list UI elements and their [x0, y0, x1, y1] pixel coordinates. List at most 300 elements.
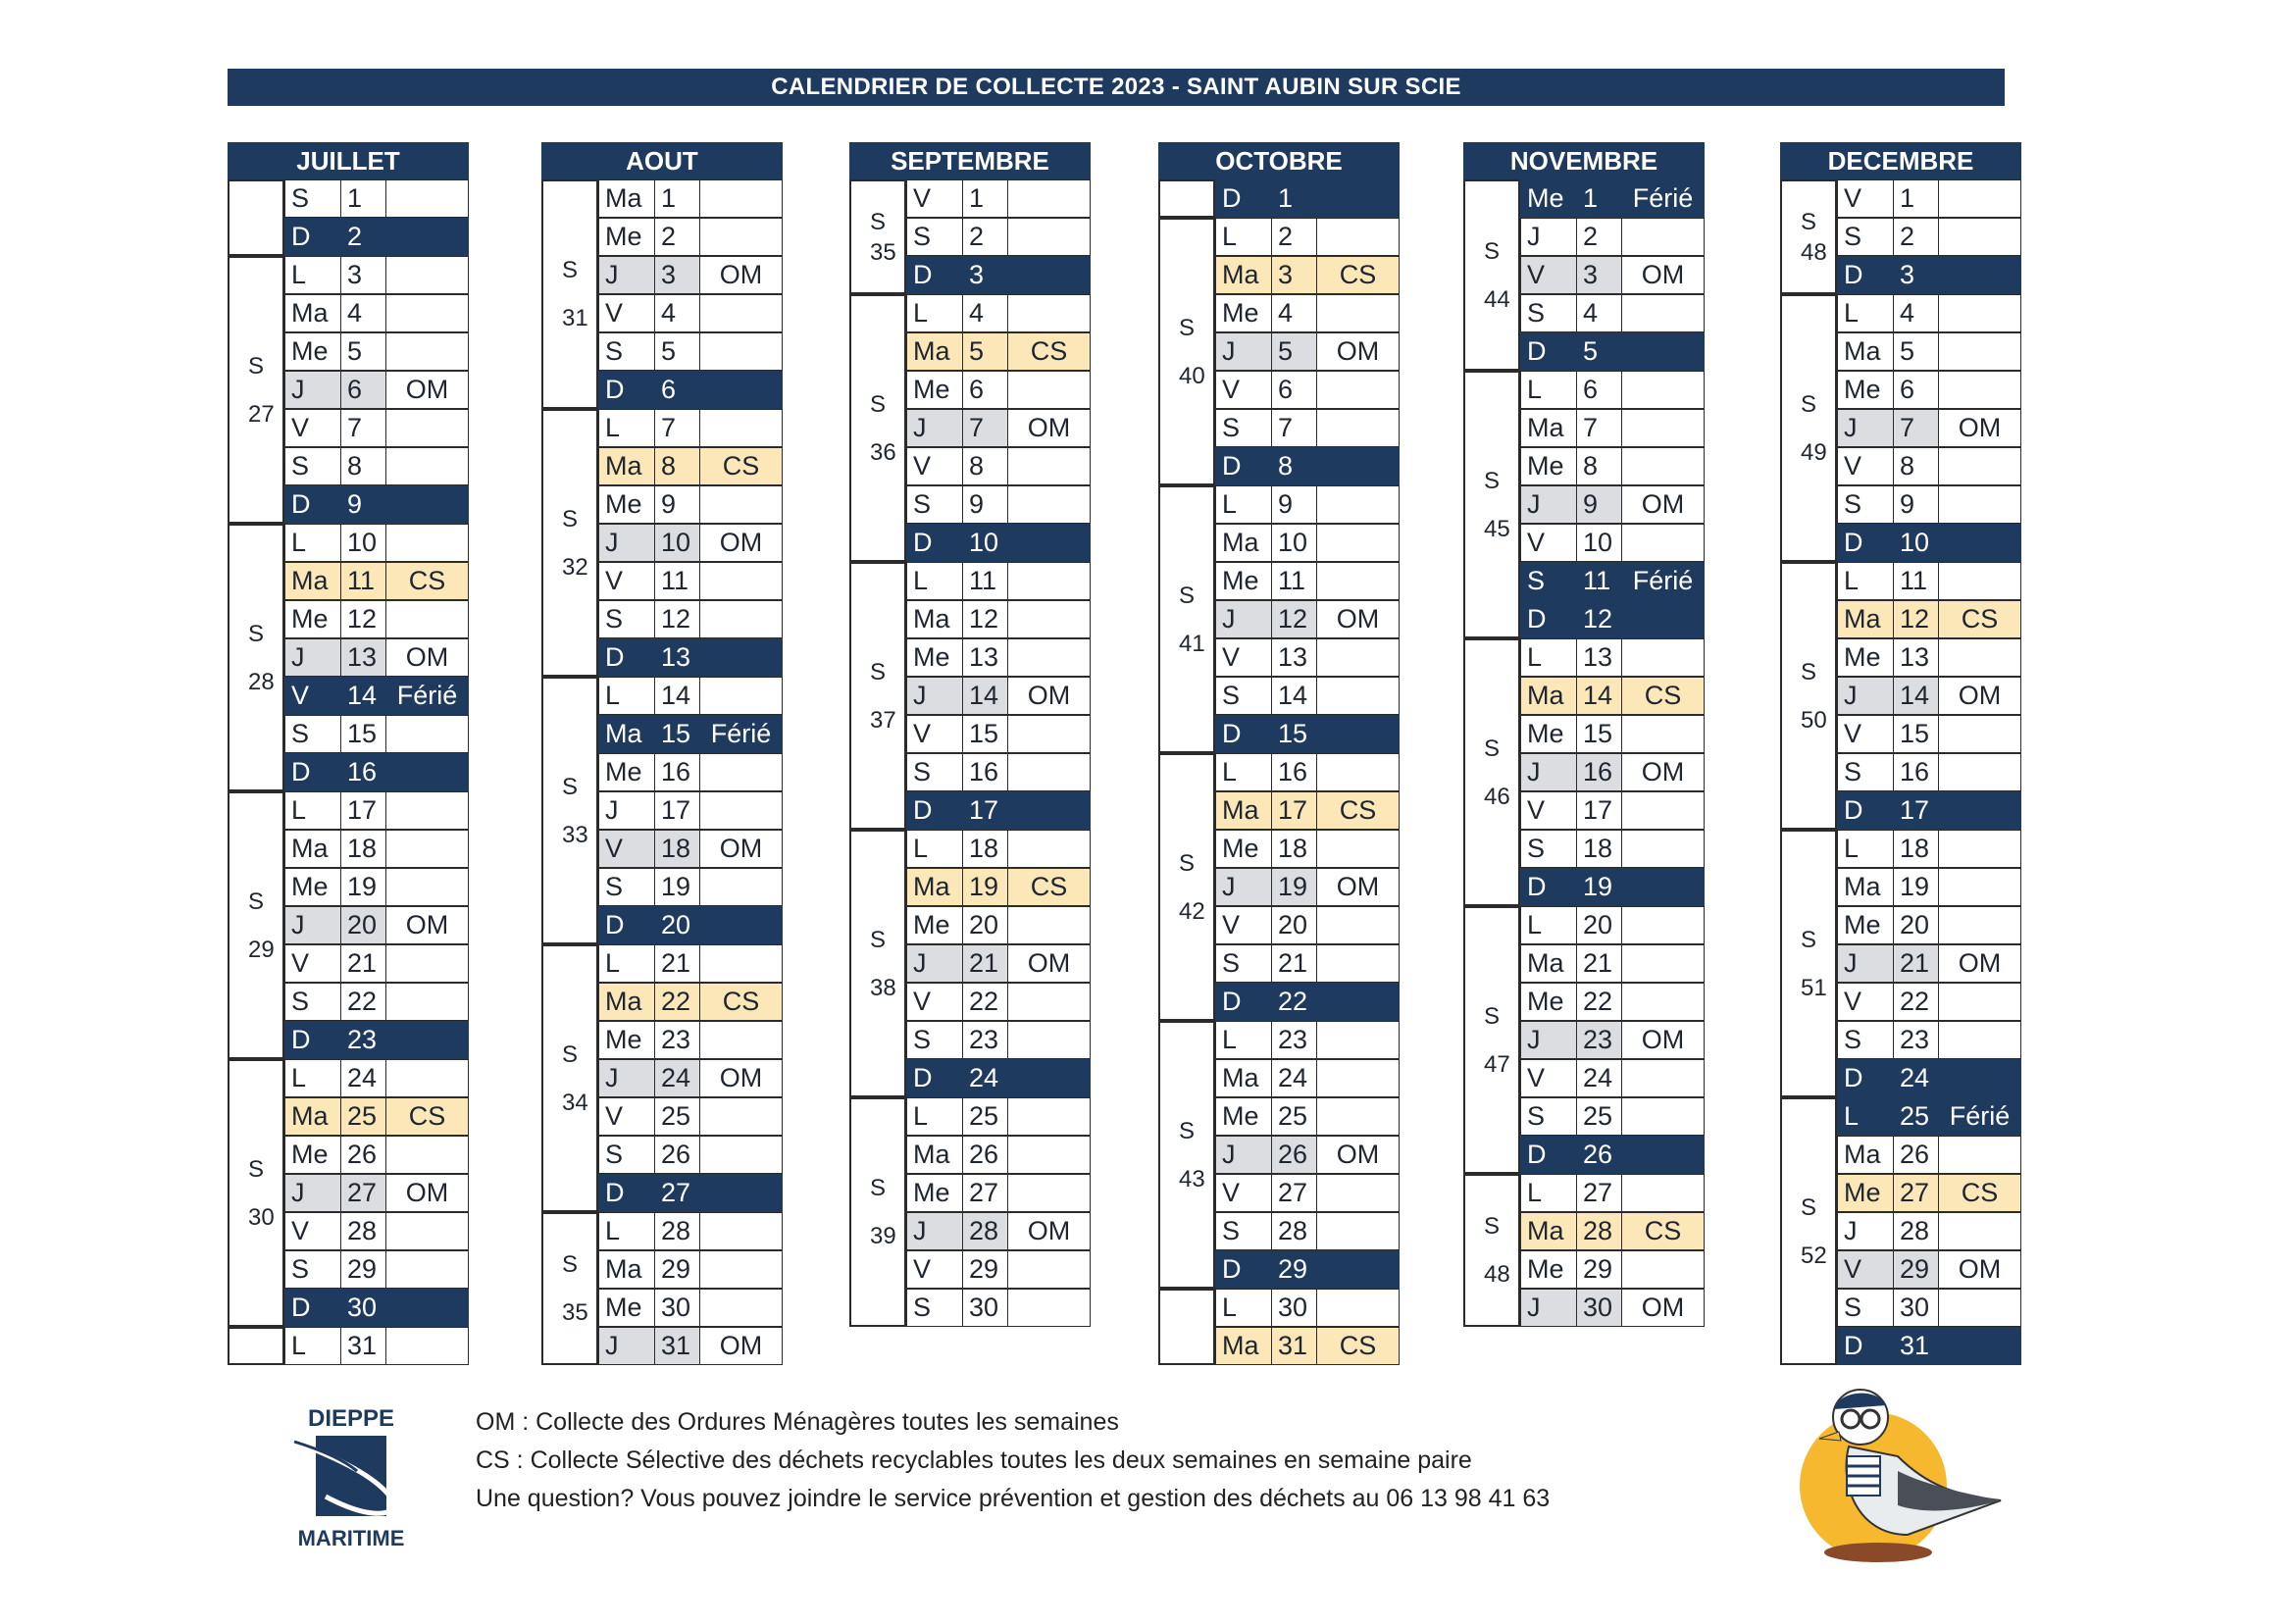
collection-note-cell	[386, 447, 469, 485]
date-cell: 27	[655, 1174, 700, 1212]
day-row	[1215, 1097, 1400, 1136]
date-cell: 30	[1272, 1289, 1317, 1327]
date-cell: 30	[1577, 1289, 1622, 1327]
weekday-cell: V	[906, 983, 963, 1021]
day-row	[1837, 638, 2021, 677]
date-cell: 20	[1894, 906, 1939, 944]
collection-note-cell	[1008, 218, 1091, 256]
day-row	[1215, 485, 1400, 524]
week-label: S	[1483, 467, 1500, 494]
weekday-cell: V	[906, 715, 963, 753]
collection-note-cell: OM	[700, 1327, 783, 1365]
date-cell: 30	[963, 1289, 1008, 1327]
weekday-cell: Ma	[1837, 1136, 1894, 1174]
week-number-cell	[541, 179, 598, 409]
date-cell: 22	[1894, 983, 1939, 1021]
collection-note-cell	[386, 753, 469, 791]
date-cell: 25	[1577, 1097, 1622, 1136]
date-cell: 8	[655, 447, 700, 485]
date-cell: 5	[1272, 332, 1317, 371]
day-row	[906, 218, 1091, 256]
weekday-cell: J	[906, 1212, 963, 1250]
collection-note-cell	[1939, 524, 2021, 562]
day-row	[906, 1097, 1091, 1136]
collection-note-cell	[386, 600, 469, 638]
weekday-cell: L	[906, 562, 963, 600]
week-number-cell	[228, 1327, 284, 1365]
weekday-cell: Ma	[1837, 600, 1894, 638]
weekday-cell: Me	[598, 485, 655, 524]
day-row	[598, 1097, 783, 1136]
day-row	[1837, 600, 2021, 638]
collection-note-cell: CS	[1317, 256, 1400, 294]
day-row	[906, 294, 1091, 332]
weekday-cell: S	[1215, 1212, 1272, 1250]
date-cell: 4	[341, 294, 386, 332]
day-row	[1215, 868, 1400, 906]
collection-note-cell	[1939, 791, 2021, 830]
date-cell: 17	[655, 791, 700, 830]
collection-note-cell: CS	[386, 562, 469, 600]
weekday-cell: D	[1837, 256, 1894, 294]
date-cell: 25	[963, 1097, 1008, 1136]
collection-note-cell	[700, 332, 783, 371]
weekday-cell: Me	[284, 332, 341, 371]
logo-top-text: DIEPPE	[307, 1405, 395, 1432]
weekday-cell: D	[1837, 1059, 1894, 1097]
weekday-cell: Me	[906, 906, 963, 944]
date-cell: 15	[1577, 715, 1622, 753]
date-cell: 12	[341, 600, 386, 638]
collection-note-cell	[386, 868, 469, 906]
weekday-cell: D	[598, 906, 655, 944]
collection-note-cell: CS	[1317, 1327, 1400, 1365]
day-row	[906, 179, 1091, 218]
date-cell: 13	[341, 638, 386, 677]
day-row	[284, 600, 469, 638]
day-row	[906, 944, 1091, 983]
weekday-cell: S	[906, 485, 963, 524]
day-row	[1215, 715, 1400, 753]
week-number-cell	[228, 179, 284, 256]
weekday-cell: L	[598, 409, 655, 447]
week-number-cell	[1780, 294, 1837, 562]
date-cell: 15	[963, 715, 1008, 753]
date-cell: 21	[1577, 944, 1622, 983]
week-number: 30	[248, 1203, 275, 1231]
day-row	[284, 371, 469, 409]
collection-note-cell	[1622, 983, 1705, 1021]
weekday-cell: L	[1837, 562, 1894, 600]
date-cell: 16	[963, 753, 1008, 791]
day-row	[1837, 906, 2021, 944]
weekday-cell: J	[1520, 753, 1577, 791]
date-cell: 2	[1577, 218, 1622, 256]
week-label: S	[247, 1155, 264, 1183]
weekday-cell: J	[598, 1327, 655, 1365]
week-number: 41	[1179, 630, 1205, 657]
collection-note-cell	[1008, 1136, 1091, 1174]
date-cell: 17	[1272, 791, 1317, 830]
week-number-cell	[1780, 1097, 1837, 1365]
date-cell: 1	[1577, 179, 1622, 218]
day-row	[284, 868, 469, 906]
day-row	[1837, 256, 2021, 294]
weekday-cell: V	[598, 1097, 655, 1136]
weekday-cell: D	[1215, 983, 1272, 1021]
day-row	[1837, 868, 2021, 906]
collection-note-cell: CS	[700, 983, 783, 1021]
date-cell: 31	[341, 1327, 386, 1365]
weekday-cell: L	[284, 791, 341, 830]
day-row	[284, 1097, 469, 1136]
weekday-cell: L	[1215, 485, 1272, 524]
date-cell: 18	[1894, 830, 1939, 868]
date-cell: 23	[1272, 1021, 1317, 1059]
collection-note-cell: CS	[1939, 600, 2021, 638]
date-cell: 24	[963, 1059, 1008, 1097]
weekday-cell: J	[1520, 485, 1577, 524]
collection-note-cell	[700, 600, 783, 638]
date-cell: 29	[1894, 1250, 1939, 1289]
date-cell: 10	[963, 524, 1008, 562]
collection-note-cell	[1008, 600, 1091, 638]
week-label: S	[1178, 314, 1195, 341]
weekday-cell: Ma	[1215, 524, 1272, 562]
date-cell: 23	[341, 1021, 386, 1059]
week-number: 39	[870, 1223, 896, 1249]
week-label: S	[1483, 1213, 1500, 1240]
day-row	[1520, 1097, 1705, 1136]
collection-note-cell	[1939, 485, 2021, 524]
day-row	[598, 1136, 783, 1174]
weekday-cell: S	[598, 1136, 655, 1174]
weekday-cell: L	[1837, 294, 1894, 332]
weekday-cell: Me	[284, 1136, 341, 1174]
date-cell: 13	[1894, 638, 1939, 677]
day-row	[598, 983, 783, 1021]
week-number: 43	[1179, 1165, 1205, 1193]
collection-note-cell	[1317, 1021, 1400, 1059]
weekday-cell: Me	[1837, 371, 1894, 409]
collection-note-cell	[1008, 1250, 1091, 1289]
weekday-cell: D	[1215, 179, 1272, 218]
week-number-cell	[228, 256, 284, 524]
collection-note-cell	[700, 944, 783, 983]
collection-note-cell	[700, 638, 783, 677]
week-label: S	[1178, 849, 1195, 877]
day-row	[284, 906, 469, 944]
date-cell: 23	[655, 1021, 700, 1059]
collection-note-cell	[1939, 294, 2021, 332]
date-cell: 5	[341, 332, 386, 371]
collection-note-cell	[1939, 983, 2021, 1021]
month-juillet	[228, 142, 469, 1365]
day-row	[284, 562, 469, 600]
day-row	[284, 294, 469, 332]
collection-note-cell	[700, 485, 783, 524]
collection-note-cell: OM	[700, 1059, 783, 1097]
day-row	[598, 371, 783, 409]
dieppe-maritime-logo	[286, 1402, 416, 1549]
week-number-cell	[849, 294, 906, 562]
weekday-cell: V	[1215, 371, 1272, 409]
collection-note-cell	[386, 524, 469, 562]
date-cell: 28	[1577, 1212, 1622, 1250]
collection-note-cell	[700, 868, 783, 906]
day-row	[284, 1250, 469, 1289]
weekday-cell: Ma	[284, 294, 341, 332]
collection-note-cell	[1008, 983, 1091, 1021]
date-cell: 10	[1894, 524, 1939, 562]
day-row	[1520, 677, 1705, 715]
collection-note-cell	[700, 1289, 783, 1327]
date-cell: 15	[655, 715, 700, 753]
day-row	[1215, 371, 1400, 409]
collection-note-cell: CS	[1008, 868, 1091, 906]
week-number-cell	[228, 1059, 284, 1327]
collection-note-cell	[1622, 371, 1705, 409]
date-cell: 2	[1272, 218, 1317, 256]
weekday-cell: Ma	[598, 715, 655, 753]
collection-note-cell	[700, 409, 783, 447]
collection-note-cell	[1622, 409, 1705, 447]
date-cell: 28	[655, 1212, 700, 1250]
collection-note-cell	[1622, 906, 1705, 944]
day-row	[906, 906, 1091, 944]
date-cell: 30	[1894, 1289, 1939, 1327]
weekday-cell: S	[906, 753, 963, 791]
date-cell: 8	[963, 447, 1008, 485]
week-number-cell	[1463, 1174, 1520, 1327]
weekday-cell: Ma	[1520, 409, 1577, 447]
date-cell: 26	[1577, 1136, 1622, 1174]
day-row	[906, 830, 1091, 868]
day-row	[598, 332, 783, 371]
date-cell: 13	[655, 638, 700, 677]
day-row	[1837, 1136, 2021, 1174]
month-septembre	[849, 142, 1091, 1327]
date-cell: 18	[963, 830, 1008, 868]
collection-note-cell	[1317, 1212, 1400, 1250]
day-row	[906, 638, 1091, 677]
week-label: S	[1800, 658, 1816, 685]
day-row	[1215, 1059, 1400, 1097]
day-row	[598, 179, 783, 218]
weekday-cell: D	[284, 1289, 341, 1327]
collection-note-cell: CS	[1939, 1174, 2021, 1212]
collection-note-cell	[1008, 638, 1091, 677]
month-body	[849, 179, 1091, 1327]
day-row	[906, 524, 1091, 562]
day-row	[598, 944, 783, 983]
collection-note-cell: OM	[1939, 409, 2021, 447]
week-number: 31	[562, 305, 588, 331]
week-label: S	[1800, 1193, 1816, 1221]
collection-note-cell	[1622, 1250, 1705, 1289]
day-row	[598, 294, 783, 332]
collection-note-cell	[386, 409, 469, 447]
collection-note-cell	[1317, 218, 1400, 256]
legend-om: OM : Collecte des Ordures Ménagères toutes les semaines	[476, 1408, 1119, 1436]
date-cell: 12	[1272, 600, 1317, 638]
collection-note-cell	[1939, 218, 2021, 256]
weekday-cell: Me	[1215, 830, 1272, 868]
day-row	[284, 753, 469, 791]
date-cell: 24	[655, 1059, 700, 1097]
day-row	[1215, 1136, 1400, 1174]
collection-note-cell	[700, 1174, 783, 1212]
weekday-cell: Ma	[598, 179, 655, 218]
weekday-cell: Me	[598, 218, 655, 256]
day-row	[598, 1174, 783, 1212]
day-row	[598, 1059, 783, 1097]
date-cell: 10	[341, 524, 386, 562]
month-header: JUILLET	[228, 142, 469, 179]
date-cell: 14	[1577, 677, 1622, 715]
collection-note-cell	[1008, 1059, 1091, 1097]
collection-note-cell	[386, 1327, 469, 1365]
weekday-cell: L	[1837, 830, 1894, 868]
collection-note-cell	[1008, 906, 1091, 944]
day-row	[1837, 332, 2021, 371]
day-row	[598, 638, 783, 677]
day-row	[284, 179, 469, 218]
day-row	[1837, 677, 2021, 715]
day-row	[1837, 218, 2021, 256]
weekday-cell: J	[598, 256, 655, 294]
day-row	[598, 218, 783, 256]
weekday-cell: V	[1837, 715, 1894, 753]
weekday-cell: S	[1215, 677, 1272, 715]
date-cell: 17	[963, 791, 1008, 830]
week-number-cell	[1158, 218, 1215, 485]
day-row	[906, 677, 1091, 715]
weekday-cell: Ma	[1837, 332, 1894, 371]
weekday-cell: S	[1520, 1097, 1577, 1136]
day-row	[598, 1212, 783, 1250]
collection-note-cell: Férié	[1939, 1097, 2021, 1136]
collection-note-cell	[386, 179, 469, 218]
collection-note-cell	[1939, 868, 2021, 906]
day-row	[1520, 256, 1705, 294]
week-number-cell	[1158, 179, 1215, 218]
weekday-cell: Ma	[1520, 1212, 1577, 1250]
date-cell: 12	[1577, 600, 1622, 638]
weekday-cell: Me	[284, 600, 341, 638]
date-cell: 9	[1272, 485, 1317, 524]
date-cell: 1	[963, 179, 1008, 218]
day-row	[906, 868, 1091, 906]
day-row	[1520, 332, 1705, 371]
weekday-cell: D	[906, 791, 963, 830]
week-number: 46	[1484, 783, 1510, 810]
date-cell: 3	[1577, 256, 1622, 294]
day-row	[1520, 944, 1705, 983]
day-row	[1520, 371, 1705, 409]
date-cell: 12	[963, 600, 1008, 638]
weekday-cell: V	[1520, 1059, 1577, 1097]
week-number: 49	[1801, 438, 1827, 466]
date-cell: 23	[1894, 1021, 1939, 1059]
day-row	[598, 600, 783, 638]
date-cell: 26	[341, 1136, 386, 1174]
weekday-cell: Me	[1837, 906, 1894, 944]
legend-cs: CS : Collecte Sélective des déchets recyclables toutes les deux semaines en semaine paire	[476, 1446, 1472, 1474]
day-row	[906, 600, 1091, 638]
collection-note-cell	[700, 179, 783, 218]
day-row	[906, 1289, 1091, 1327]
collection-note-cell	[386, 485, 469, 524]
collection-note-cell	[386, 332, 469, 371]
date-cell: 27	[1577, 1174, 1622, 1212]
date-cell: 20	[341, 906, 386, 944]
week-number: 44	[1484, 285, 1510, 313]
collection-note-cell: Férié	[386, 677, 469, 715]
weekday-cell: L	[1215, 1021, 1272, 1059]
weekday-cell: Ma	[1215, 791, 1272, 830]
date-cell: 11	[1272, 562, 1317, 600]
date-cell: 30	[655, 1289, 700, 1327]
collection-note-cell: OM	[700, 524, 783, 562]
collection-note-cell	[1939, 1289, 2021, 1327]
weekday-cell: S	[598, 332, 655, 371]
collection-note-cell: OM	[1622, 1289, 1705, 1327]
collection-note-cell: OM	[386, 638, 469, 677]
day-row	[1837, 447, 2021, 485]
collection-note-cell: CS	[386, 1097, 469, 1136]
day-row	[284, 1136, 469, 1174]
collection-note-cell	[1939, 753, 2021, 791]
date-cell: 5	[655, 332, 700, 371]
weekday-cell: D	[1215, 715, 1272, 753]
weekday-cell: J	[906, 677, 963, 715]
week-number-cell	[849, 562, 906, 830]
week-number: 35	[870, 238, 896, 266]
weekday-cell: V	[1520, 256, 1577, 294]
day-row	[1215, 332, 1400, 371]
day-row	[1520, 1021, 1705, 1059]
week-number: 38	[870, 974, 896, 1001]
weekday-cell: Ma	[598, 447, 655, 485]
collection-note-cell: CS	[1622, 1212, 1705, 1250]
date-cell: 21	[1272, 944, 1317, 983]
day-row	[1520, 1059, 1705, 1097]
day-row	[598, 1250, 783, 1289]
month-body	[541, 179, 783, 1365]
weekday-cell: Me	[1520, 1250, 1577, 1289]
collection-note-cell: CS	[1317, 791, 1400, 830]
collection-note-cell	[1622, 1097, 1705, 1136]
week-number: 48	[1801, 238, 1827, 266]
date-cell: 9	[963, 485, 1008, 524]
week-number: 34	[562, 1089, 588, 1116]
collection-note-cell	[1008, 447, 1091, 485]
day-row	[1215, 983, 1400, 1021]
day-row	[598, 906, 783, 944]
week-number-cell	[1463, 906, 1520, 1174]
day-row	[284, 1059, 469, 1097]
date-cell: 16	[341, 753, 386, 791]
date-cell: 10	[1577, 524, 1622, 562]
weekday-cell: S	[1520, 294, 1577, 332]
week-label: S	[1800, 208, 1816, 235]
collection-note-cell: Férié	[1622, 179, 1705, 218]
date-cell: 3	[1894, 256, 1939, 294]
weekday-cell: Me	[1520, 715, 1577, 753]
legend-contact: Une question? Vous pouvez joindre le service prévention et gestion des déchets au 06 13 98 41 63	[476, 1485, 1551, 1512]
collection-note-cell	[386, 791, 469, 830]
